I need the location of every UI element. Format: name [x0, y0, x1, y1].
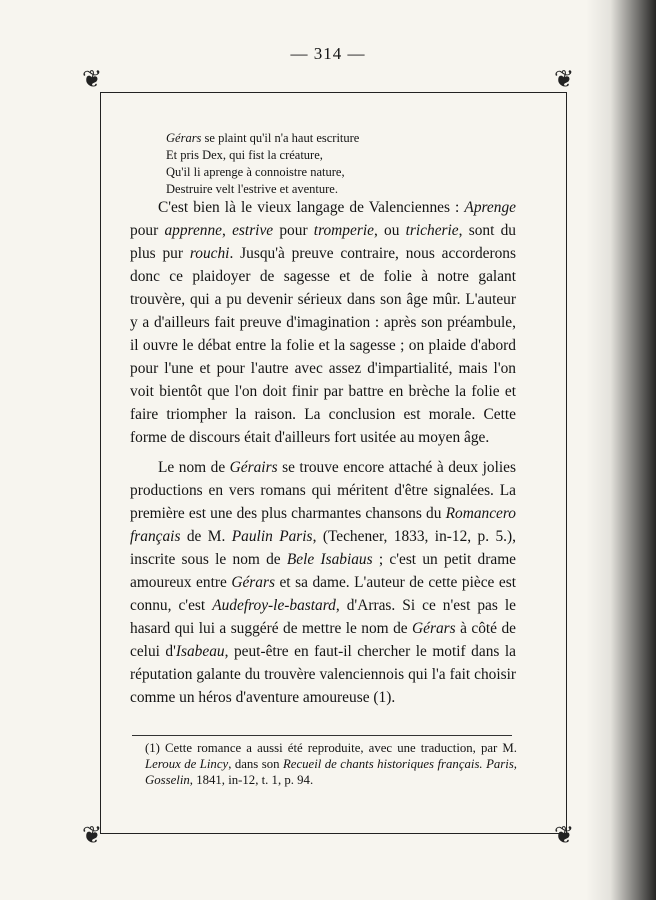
text-run: à côté de celui d' — [130, 620, 516, 660]
italic-term: Recueil de chants historiques français. Paris, Gosselin — [145, 757, 518, 787]
italic-term: Gérars — [412, 620, 456, 637]
italic-term: tricherie — [405, 222, 459, 239]
fleuron-icon: ❦ — [553, 67, 575, 93]
italic-term: rouchi — [189, 245, 230, 262]
page-edge-shadow — [586, 0, 656, 900]
text-run: . Jusqu'à preuve contraire, nous accorderons donc ce plaidoyer de sagesse et de folie à notre galant trouvère, qui a pu devenir sérieux dans son âge mûr. L'auteur y a d'ailleurs fait preuve d'imagination : après son préambule, il ouvre le débat entre la folie et la sagesse ; on plaide d'abord pour l'une et pour l'autre avec assez d'impartialité, mais l'on voit bientôt que l'on doit finir par battre en brèche la folie et faire triompher la raison. La conclusion est morale. Cette forme de discours était d'ailleurs fort usitée au moyen âge. — [130, 245, 516, 446]
verse-line: Destruire velt l'estrive et aventure. — [166, 182, 338, 196]
italic-term: estrive — [232, 222, 274, 239]
text-run: , — [222, 222, 233, 239]
italic-term: apprenne — [164, 222, 223, 239]
page-number: — 314 — — [290, 44, 366, 63]
italic-term: Aprenge — [464, 199, 516, 216]
verse-text: se plaint qu'il n'a haut escriture — [201, 131, 360, 145]
fleuron-icon: ❦ — [81, 823, 103, 849]
text-run: , (Techener, 1833, in-12, p. 5.), inscrite sous le nom de — [130, 528, 516, 568]
footnote-rule — [132, 735, 512, 736]
body-text — [130, 196, 516, 716]
text-run: et sa dame. L'auteur de cette pièce est connu, c'est — [130, 574, 516, 614]
text-run: se trouve encore attaché à deux jolies productions en vers romans qui méritent d'être signalées. La première est une des plus charmantes chansons du — [130, 459, 516, 522]
text-run: , ou — [373, 222, 406, 239]
fleuron-icon: ❦ — [81, 67, 103, 93]
paragraph — [130, 456, 516, 709]
fleuron-icon: ❦ — [553, 823, 575, 849]
text-run: , 1841, in-12, t. 1, p. 94. — [189, 773, 314, 787]
italic-term: Isabeau — [175, 643, 225, 660]
verse-line — [166, 130, 466, 147]
text-run: Le nom de — [158, 459, 230, 476]
text-run: , d'Arras. Si ce n'est pas le hasard qui lui a suggéré de mettre le nom de — [130, 597, 517, 637]
italic-term: Leroux de Lincy — [145, 757, 229, 771]
text-run: (1) Cette romance a aussi été reproduite, avec une traduction, par M. — [145, 741, 517, 755]
italic-term: Paulin Paris — [231, 528, 313, 545]
text-run: pour — [273, 222, 314, 239]
verse-line: Qu'il li aprenge à connoistre nature, — [166, 165, 345, 179]
text-run: pour — [130, 222, 165, 239]
italic-term: Gérars — [231, 574, 275, 591]
italic-term: Audefroy-le-bastard — [212, 597, 336, 614]
verse-line: Et pris Dex, qui fist la créature, — [166, 148, 323, 162]
text-run: , sont du plus pur — [130, 222, 516, 262]
text-run: C'est bien là le vieux langage de Valenciennes : — [158, 199, 465, 216]
italic-term: Gérairs — [229, 459, 278, 476]
text-run: ; c'est un petit drame amoureux entre — [130, 551, 516, 591]
text-run: , peut-être en faut-il chercher le motif dans la réputation galante du trouvère valenciennois qui l'a fait choisir comme un héros d'aventure amoureuse (1). — [130, 643, 516, 706]
text-run: , dans son — [228, 757, 283, 771]
text-run: de M. — [180, 528, 232, 545]
italic-term: Bele Isabiaus — [286, 551, 373, 568]
footnote — [145, 740, 517, 788]
verse-name: Gérars — [166, 131, 202, 145]
italic-term: Romancero français — [130, 505, 516, 545]
italic-term: tromperie — [313, 222, 374, 239]
paragraph — [130, 196, 516, 449]
verse-quotation — [166, 130, 466, 198]
